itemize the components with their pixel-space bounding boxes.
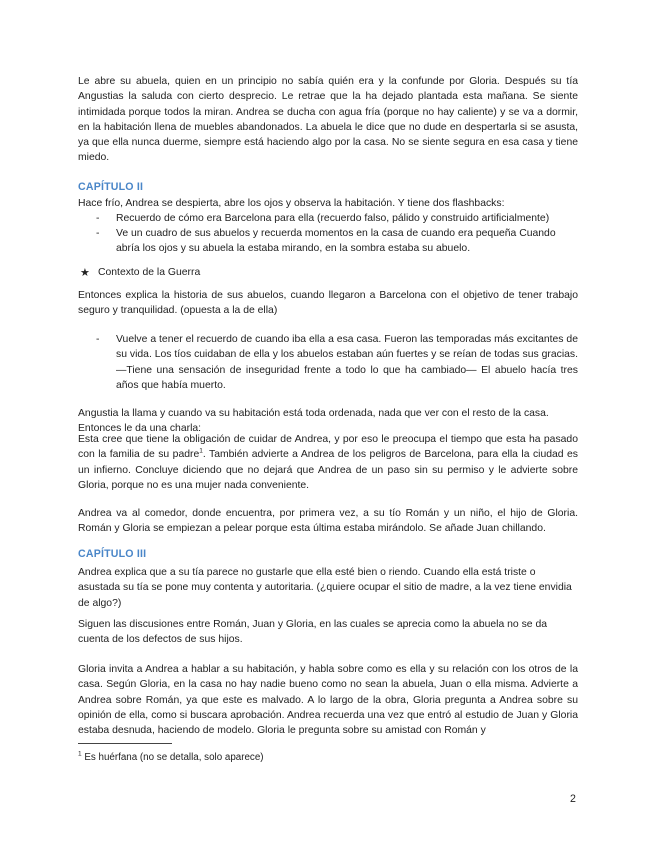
- paragraph-arrival: Le abre su abuela, quien en un principio no sabía quién era y la confunde por Gloria. Después su tía Angustias la saluda con cierto desprecio. Le retrae que la ha dejado plantada esta mañana. Se siente intimidada porque todos la miran. Andrea se ducha con agua fría (porque no hay caliente) y se va a dormir, en la habitación llena de muebles abandonados. La abuela le dice que no dude en despertarla si se asusta, ya que ella nunca duerme, siempre está haciendo algo por la casa. No se siente segura en esa casa y tiene miedo.: [78, 76, 578, 164]
- footnote: [78, 752, 264, 763]
- dash-marker: -: [96, 334, 100, 345]
- paragraph-grandparents: Entonces explica la historia de sus abuelos, cuando llegaron a Barcelona con el objetivo de tener trabajo seguro y tranquilidad. (opuesta a la de ella): [78, 290, 578, 317]
- chapter-2-heading: CAPÍTULO II: [78, 181, 144, 193]
- flashback-item-1: [78, 211, 578, 226]
- flashback-item-2: [78, 226, 578, 257]
- star-icon: ★: [80, 267, 90, 279]
- dash-marker: -: [96, 228, 100, 239]
- footnote-divider: [78, 743, 172, 744]
- memory-text: Vuelve a tener el recuerdo de cuando iba ella a esa casa. Fueron las temporadas más excitantes de su vida. Los tíos cuidaban de ella y los abuelos estaban aún fuertes y se reían de todas sus gracias. —Tiene una sensación de inseguridad frente a todo lo que ha cambiado— El abuelo hacía tres años que había muerto.: [116, 334, 578, 391]
- paragraph-wake-up: Hace frío, Andrea se despierta, abre los ojos y observa la habitación. Y tiene dos flashbacks:: [78, 198, 505, 209]
- context-label: Contexto de la Guerra: [98, 267, 201, 278]
- page-number: 2: [570, 793, 576, 805]
- footnote-text: Es huérfana (no se detalla, solo aparece): [84, 752, 264, 763]
- paragraph-gloria: Gloria invita a Andrea a hablar a su habitación, y habla sobre como es ella y su relación con los otros de la casa. Según Gloria, en la casa no hay nadie bueno como no sean la abuela, Juan o ella misma. Advierte a Andrea sobre Román, ya que este es malvado. A lo largo de la obra, Gloria pregunta a Andrea sobre su opinión de ella, como si buscara aprobación. Andrea recuerda una vez que entró al estudio de Juan y Gloria estaba desnuda, haciendo de modelo. Gloria le pregunta sobre su amistad con Román y: [78, 664, 578, 737]
- flashback-text-2: Ve un cuadro de sus abuelos y recuerda momentos en la casa de cuando era pequeña Cuando abría los ojos y su abuela la estaba mirando, en la sombra estaba su abuelo.: [116, 228, 556, 255]
- chapter-3-heading: CAPÍTULO III: [78, 548, 147, 560]
- paragraph-angustia-call: Angustia la llama y cuando va su habitación está toda ordenada, nada que ver con el resto de la casa. Entonces le da una charla:: [78, 408, 549, 435]
- footnote-number: 1: [78, 750, 82, 758]
- footnote-ref[interactable]: 1: [199, 447, 203, 455]
- charla-text-a: Esta cree que tiene la obligación de cuidar de Andrea, y por eso le preocupa el tiempo que esta ha pasado con la familia de su padre: [78, 434, 578, 461]
- paragraph-discussions: Siguen las discusiones entre Román, Juan y Gloria, en las cuales se aprecia como la abuela no se da cuenta de los defectos de sus hijos.: [78, 619, 548, 646]
- dash-marker: -: [96, 213, 100, 224]
- paragraph-aunt: Andrea explica que a su tía parece no gustarle que ella esté bien o riendo. Cuando ella está triste o asustada su tía se pone muy contenta y autoritaria. (¿quiere ocupar el sitio de madre, a la vez tiene envidia de algo?): [78, 567, 572, 609]
- paragraph-comedor: Andrea va al comedor, donde encuentra, por primera vez, a su tío Román y un niño, el hijo de Gloria. Román y Gloria se empiezan a pelear porque esta última estaba mirándolo. Se añade Juan chillando.: [78, 508, 578, 535]
- memory-item: [78, 332, 578, 393]
- flashback-text-1: Recuerdo de cómo era Barcelona para ella (recuerdo falso, pálido y construido artificialmente): [116, 213, 550, 224]
- charla-text-b: . También advierte a Andrea de los peligros de Barcelona, para ella la ciudad es un infierno. Concluye diciendo que no dejará que Andrea de un paso sin su permiso y le advierte sobre Gloria, porque no es una mujer nada conveniente.: [78, 449, 578, 491]
- paragraph-charla: [78, 432, 578, 493]
